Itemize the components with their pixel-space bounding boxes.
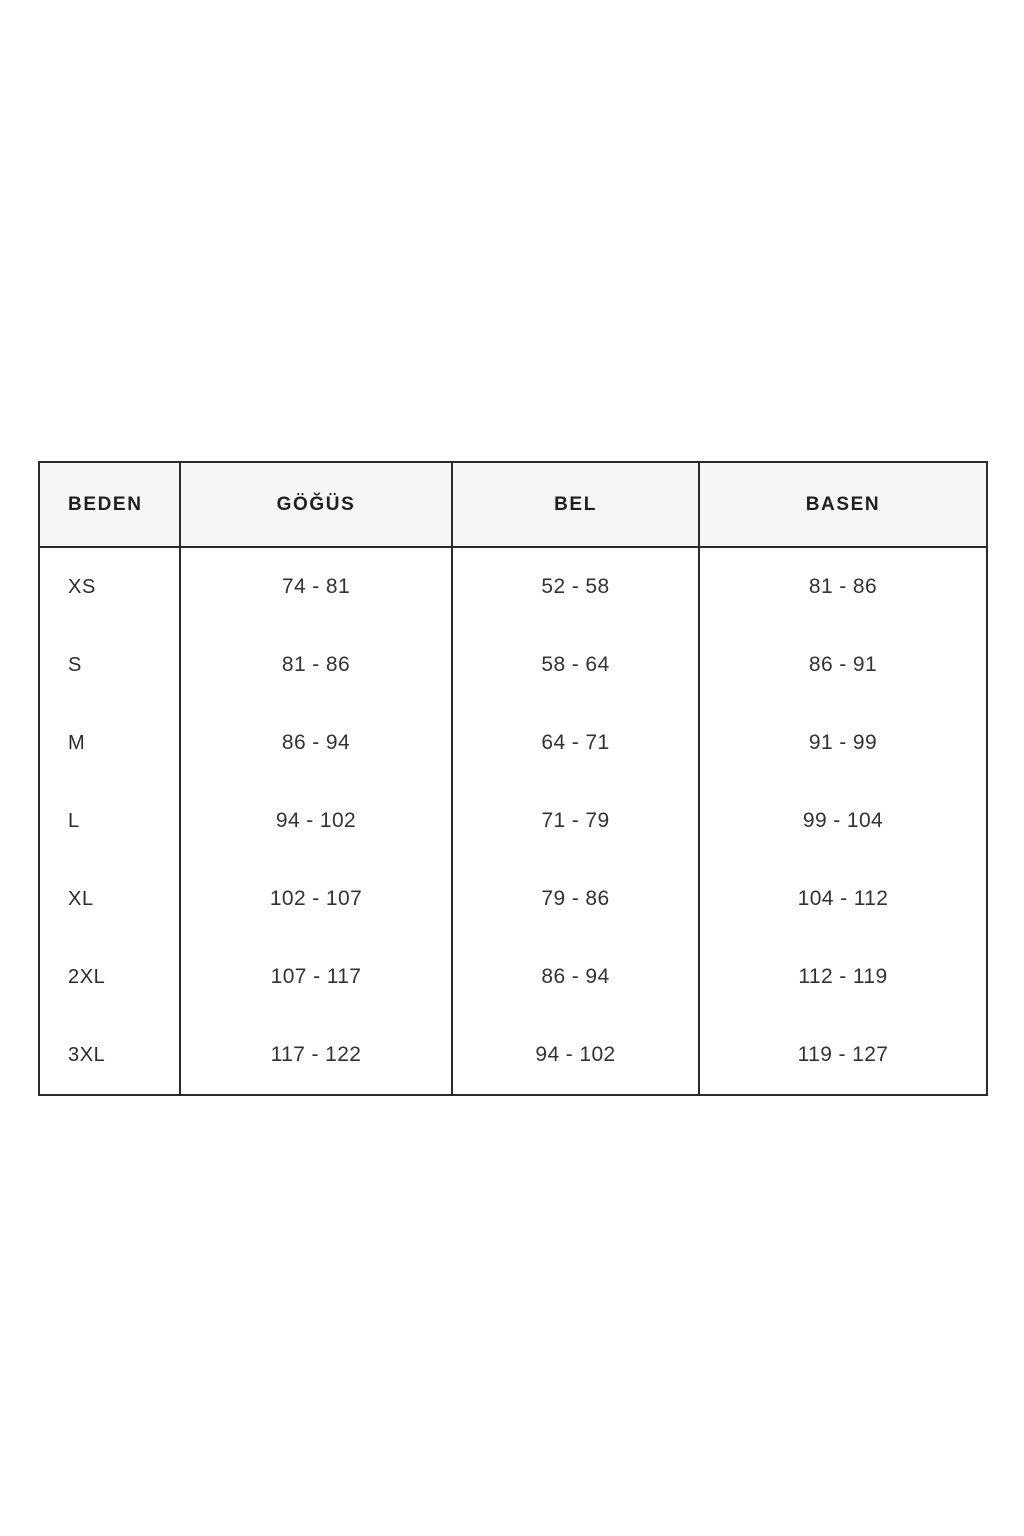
cell-bel: 64 - 71 [452, 704, 699, 782]
cell-basen: 91 - 99 [808, 731, 878, 754]
column-header-gogus: GÖĞÜS [180, 462, 452, 547]
cell-beden: XL [39, 860, 180, 938]
cell-gogus: 107 - 117 [180, 938, 452, 1016]
cell-beden: 3XL [39, 1016, 180, 1095]
size-chart-table [38, 461, 988, 1096]
cell-bel: 58 - 64 [452, 626, 699, 704]
size-chart-table-wrapper [38, 461, 986, 1096]
cell-basen: 86 - 91 [808, 653, 878, 676]
cell-beden: S [39, 626, 180, 704]
table-row [39, 1016, 987, 1095]
cell-gogus: 81 - 86 [180, 626, 452, 704]
table-row [39, 704, 987, 782]
cell-bel: 86 - 94 [452, 938, 699, 1016]
cell-gogus: 74 - 81 [180, 547, 452, 626]
table-row [39, 547, 987, 626]
cell-gogus: 117 - 122 [180, 1016, 452, 1095]
cell-bel: 79 - 86 [452, 860, 699, 938]
table-row [39, 782, 987, 860]
table-header-row [39, 462, 987, 547]
cell-basen: 112 - 119 [798, 965, 888, 988]
column-header-basen: BASEN [699, 462, 987, 547]
cell-bel: 52 - 58 [452, 547, 699, 626]
table-header [39, 462, 987, 547]
cell-gogus: 102 - 107 [180, 860, 452, 938]
cell-bel: 94 - 102 [452, 1016, 699, 1095]
cell-beden: L [39, 782, 180, 860]
cell-beden: M [39, 704, 180, 782]
cell-gogus: 94 - 102 [180, 782, 452, 860]
cell-bel: 71 - 79 [452, 782, 699, 860]
table-body [39, 547, 987, 1095]
cell-beden: 2XL [39, 938, 180, 1016]
cell-gogus: 86 - 94 [180, 704, 452, 782]
table-row [39, 626, 987, 704]
cell-basen: 119 - 127 [797, 1043, 889, 1066]
cell-basen: 104 - 112 [797, 887, 889, 910]
column-header-beden: BEDEN [39, 462, 180, 547]
cell-beden: XS [39, 547, 180, 626]
column-header-bel: BEL [452, 462, 699, 547]
table-row [39, 860, 987, 938]
cell-basen: 99 - 104 [802, 809, 884, 832]
cell-basen: 81 - 86 [808, 575, 878, 598]
table-row [39, 938, 987, 1016]
